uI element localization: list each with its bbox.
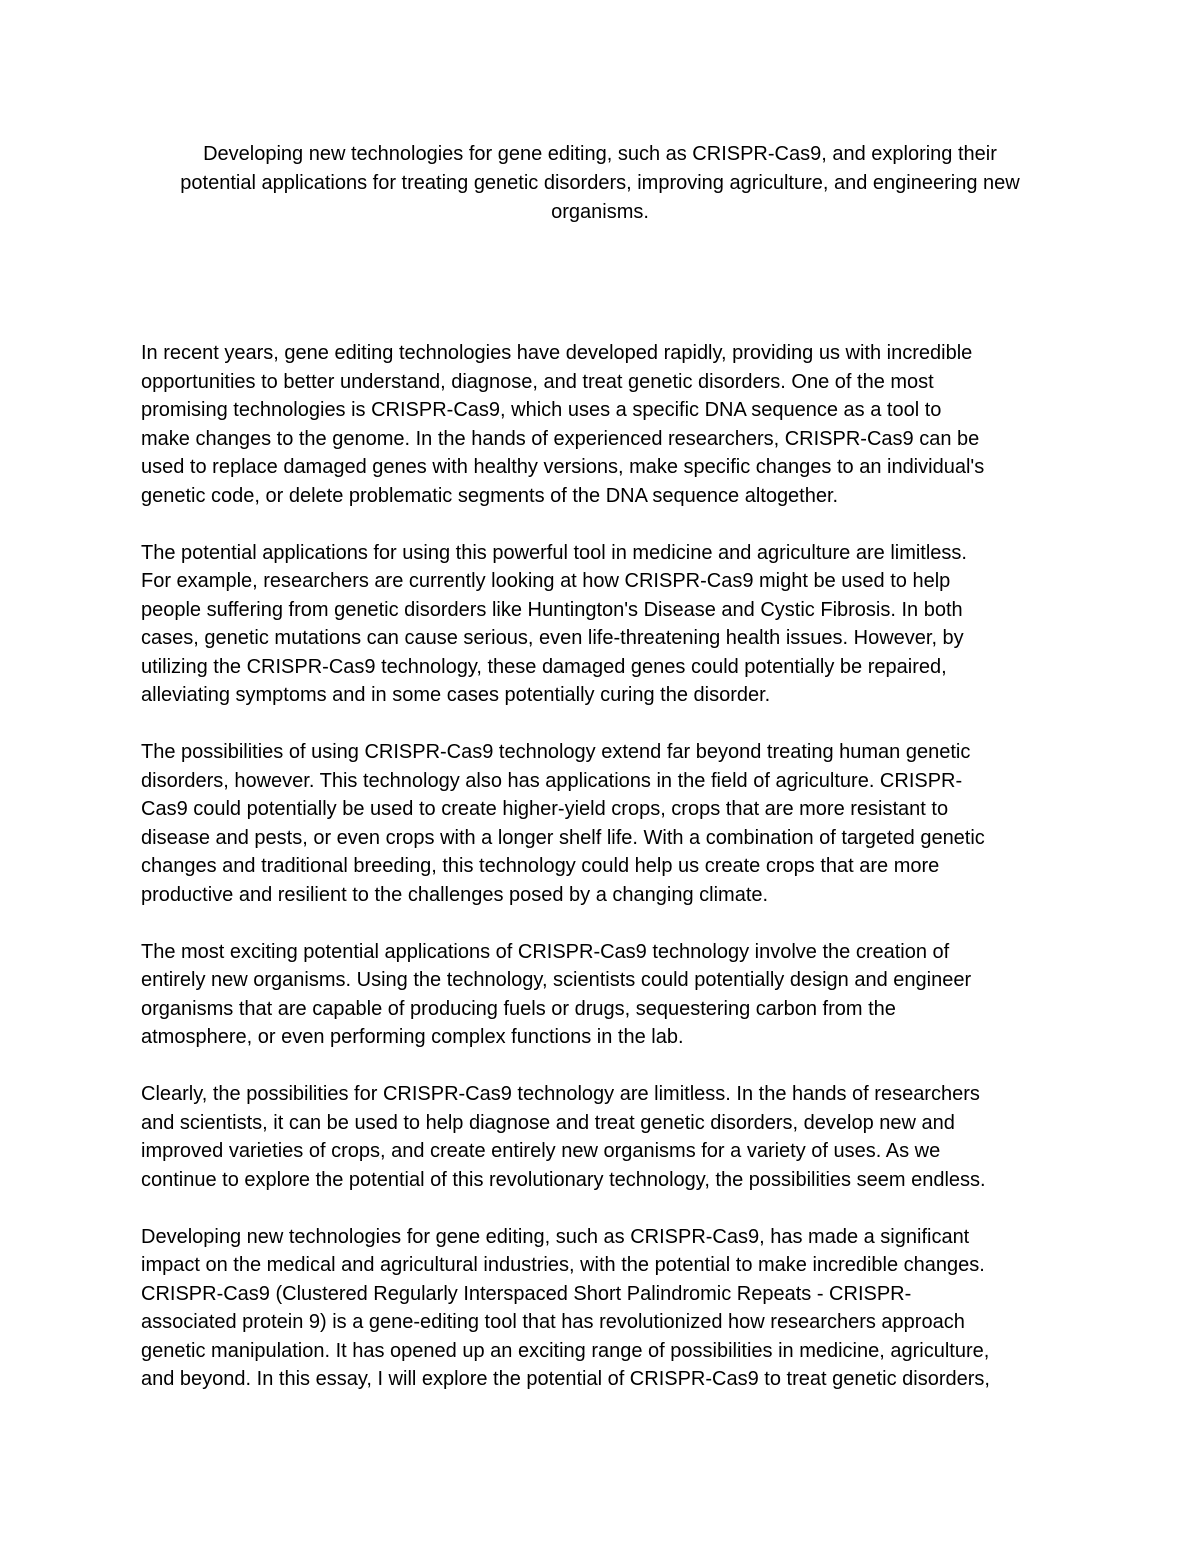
- paragraph-3: [141, 738, 1063, 909]
- text-line: productive and resilient to the challenges posed by a changing climate.: [141, 883, 769, 906]
- text-line: disorders, however. This technology also has applications in the field of agriculture. CRISPR-: [141, 769, 963, 792]
- text-line: impact on the medical and agricultural industries, with the potential to make incredible changes.: [141, 1254, 985, 1276]
- text-line: The most exciting potential applications of CRISPR-Cas9 technology involve the creation of: [141, 940, 950, 963]
- text-line: continue to explore the potential of this revolutionary technology, the possibilities seem endless.: [141, 1168, 986, 1191]
- document-body: [141, 339, 1063, 1422]
- text-line: alleviating symptoms and in some cases potentially curing the disorder.: [141, 684, 771, 706]
- text-line: utilizing the CRISPR-Cas9 technology, these damaged genes could potentially be repaired,: [141, 655, 947, 678]
- paragraph-5: [141, 1080, 1063, 1194]
- text-line: and beyond. In this essay, I will explore the potential of CRISPR-Cas9 to treat genetic disorders,: [141, 1368, 990, 1390]
- text-line: For example, researchers are currently looking at how CRISPR-Cas9 might be used to help: [141, 570, 951, 592]
- text-line: Developing new technologies for gene editing, such as CRISPR-Cas9, has made a significant: [141, 1225, 970, 1248]
- text-line: Clearly, the possibilities for CRISPR-Cas9 technology are limitless. In the hands of researchers: [141, 1083, 980, 1105]
- text-line: changes and traditional breeding, this technology could help us create crops that are more: [141, 855, 940, 877]
- text-line: people suffering from genetic disorders like Huntington's Disease and Cystic Fibrosis. In both: [141, 598, 963, 621]
- text-line: cases, genetic mutations can cause serious, even life-threatening health issues. However, by: [141, 627, 964, 649]
- text-line: CRISPR-Cas9 (Clustered Regularly Interspaced Short Palindromic Repeats - CRISPR-: [141, 1282, 912, 1305]
- text-line: atmosphere, or even performing complex functions in the lab.: [141, 1026, 684, 1048]
- text-line: entirely new organisms. Using the technology, scientists could potentially design and engineer: [141, 969, 972, 991]
- text-line: make changes to the genome. In the hands of experienced researchers, CRISPR-Cas9 can be: [141, 427, 980, 450]
- text-line: disease and pests, or even crops with a longer shelf life. With a combination of targeted genetic: [141, 826, 985, 849]
- title-line: Developing new technologies for gene editing, such as CRISPR-Cas9, and exploring their: [203, 143, 997, 165]
- text-line: organisms that are capable of producing fuels or drugs, sequestering carbon from the: [141, 997, 896, 1020]
- text-line: and scientists, it can be used to help diagnose and treat genetic disorders, develop new and: [141, 1111, 955, 1134]
- text-line: promising technologies is CRISPR-Cas9, which uses a specific DNA sequence as a tool to: [141, 399, 942, 421]
- text-line: associated protein 9) is a gene-editing tool that has revolutionized how researchers approach: [141, 1311, 965, 1333]
- text-line: opportunities to better understand, diagnose, and treat genetic disorders. One of the most: [141, 370, 934, 393]
- paragraph-4: [141, 938, 1063, 1052]
- paragraph-6: [141, 1223, 1063, 1394]
- text-line: genetic code, or delete problematic segments of the DNA sequence altogether.: [141, 484, 839, 507]
- text-line: Cas9 could potentially be used to create higher-yield crops, crops that are more resistant to: [141, 798, 949, 820]
- title-line: potential applications for treating genetic disorders, improving agriculture, and engineering new: [180, 172, 1020, 194]
- text-line: The potential applications for using this powerful tool in medicine and agriculture are limitless.: [141, 541, 967, 564]
- paragraph-2: [141, 539, 1063, 710]
- text-line: improved varieties of crops, and create entirely new organisms for a variety of uses. As we: [141, 1140, 941, 1162]
- text-line: In recent years, gene editing technologies have developed rapidly, providing us with incredible: [141, 342, 973, 364]
- document-title: [140, 140, 1060, 227]
- paragraph-1: [141, 339, 1063, 510]
- text-line: genetic manipulation. It has opened up an exciting range of possibilities in medicine, agriculture,: [141, 1339, 990, 1362]
- text-line: used to replace damaged genes with healthy versions, make specific changes to an individual's: [141, 456, 985, 478]
- text-line: The possibilities of using CRISPR-Cas9 technology extend far beyond treating human genetic: [141, 741, 971, 763]
- title-line: organisms.: [551, 201, 649, 223]
